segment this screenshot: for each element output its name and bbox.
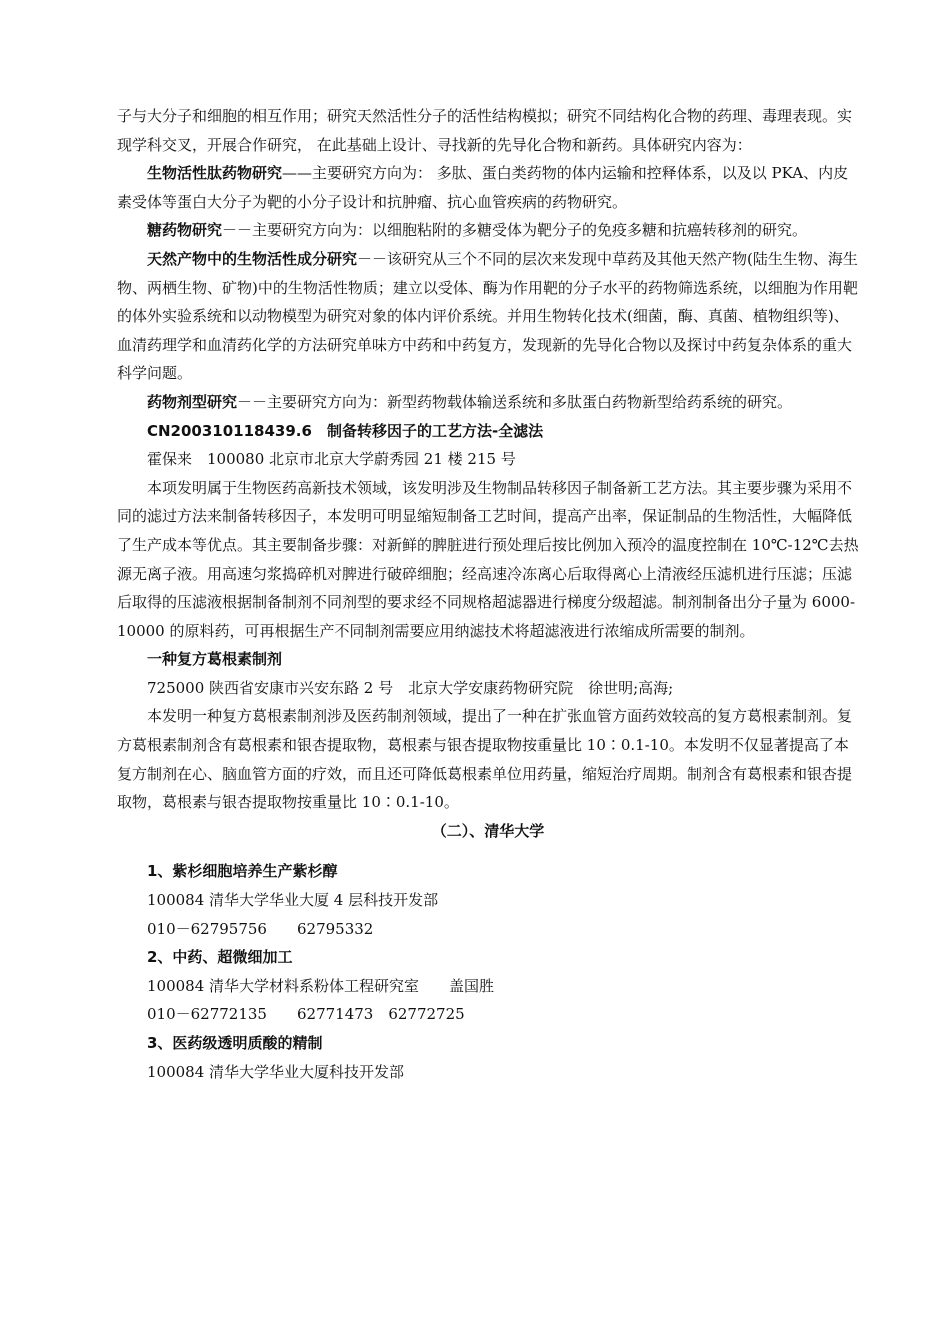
section-heading: （二）、清华大学 [431,821,545,840]
tsinghua-item-line: 100084 清华大学材料系粉体工程研究室 盖国胜 [147,976,495,995]
direction-natural-products [117,245,859,388]
direction-text: －－主要研究方向为：以细胞粘附的多糖受体为靶分子的免疫多糖和抗癌转移剂的研究。 [222,221,808,240]
direction-sugar [117,216,859,245]
patent2-contact: 725000 陕西省安康市兴安东路 2 号 北京大学安康药物研究院 徐世明;高海; [147,678,674,697]
intro-paragraph: 子与大分子和细胞的相互作用；研究天然活性分子的活性结构模拟；研究不同结构化合物的药理、毒理表现。实现学科交叉，开展合作研究， 在此基础上设计、寻找新的先导化合物和新药。具体研究内容为： [117,107,853,154]
direction-text: －－该研究从三个不同的层次来发现中草药及其他天然产物(陆生生物、海生物、两栖生物、矿物)中的生物活性物质；建立以受体、酶为作用靶的分子水平的药物筛选系统，以细胞为作用靶的体外实验系统和以动物模型为研究对象的体内评价系统。并用生物转化技术(细菌，酶、真菌、植物组织等)、血清药理学和血清药化学的方法研究单味方中药和中药复方，发现新的先导化合物以及探讨中药复杂体系的重大科学问题。 [117,249,858,383]
spacer [117,845,859,857]
tsinghua-item-line: 010－62795756 62795332 [147,919,374,938]
tsinghua-item-line: 100084 清华大学华业大厦科技开发部 [147,1062,405,1081]
patent1-contact: 霍保来 100080 北京市北京大学蔚秀园 21 楼 215 号 [147,450,516,469]
patent2-body: 本发明一种复方葛根素制剂涉及医药制剂领域，提出了一种在扩张血管方面药效较高的复方葛根素制剂。复方葛根素制剂含有葛根素和银杏提取物，葛根素与银杏提取物按重量比 10∶0.1-10。本发明不仅显著提高了本复方制剂在心、脑血管方面的疗效，而且还可降低葛根素单位用药量，缩短治疗周期。制剂含有葛根素和银杏提取物，葛根素与银杏提取物按重量比 10∶0.1-10。 [117,707,853,812]
direction-title: 糖药物研究 [147,221,223,240]
patent1-body: 本项发明属于生物医药高新技术领域，该发明涉及生物制品转移因子制备新工艺方法。其主要步骤为采用不同的滤过方法来制备转移因子，本发明可明显缩短制备工艺时间，提高产出率，保证制品的生物活性，大幅降低了生产成本等优点。其主要制备步骤：对新鲜的脾脏进行预处理后按比例加入预冷的温度控制在 10℃-12℃去热源无离子液。用高速匀浆捣碎机对脾进行破碎细胞；经高速冷冻离心后取得离心上清液经压滤机进行压滤；压滤后取得的压滤液根据制备制剂不同剂型的要求经不同规格超滤器进行梯度分级超滤。制剂制备出分子量为 6000-10000 的原料药，可再根据生产不同制剂需要应用纳滤技术将超滤液进行浓缩成所需要的制剂。 [117,478,859,640]
direction-peptide [117,159,859,216]
direction-title: 药物剂型研究 [147,392,238,411]
patent1-title: CN200310118439.6 制备转移因子的工艺方法-全滤法 [147,421,544,440]
direction-dosage-form [117,388,859,417]
tsinghua-item-line: 010－62772135 62771473 62772725 [147,1005,465,1024]
tsinghua-item-line: 100084 清华大学华业大厦 4 层科技开发部 [147,891,439,910]
direction-text: ——主要研究方向为： 多肽、蛋白类药物的体内运输和控释体系，以及以 PKA、内皮素受体等蛋白大分子为靶的小分子设计和抗肿瘤、抗心血管疾病的药物研究。 [117,164,849,211]
direction-title: 天然产物中的生物活性成分研究 [147,249,358,268]
tsinghua-item-title: 1、紫杉细胞培养生产紫杉醇 [147,862,338,881]
patent2-title: 一种复方葛根素制剂 [147,650,283,669]
tsinghua-item-title: 3、医药级透明质酸的精制 [147,1034,323,1052]
direction-title: 生物活性肽药物研究 [147,164,283,183]
tsinghua-item-title: 2、中药、超微细加工 [147,948,293,967]
document-page [117,102,859,1086]
direction-text: －－主要研究方向为：新型药物载体输送系统和多肽蛋白药物新型给药系统的研究。 [237,392,793,411]
